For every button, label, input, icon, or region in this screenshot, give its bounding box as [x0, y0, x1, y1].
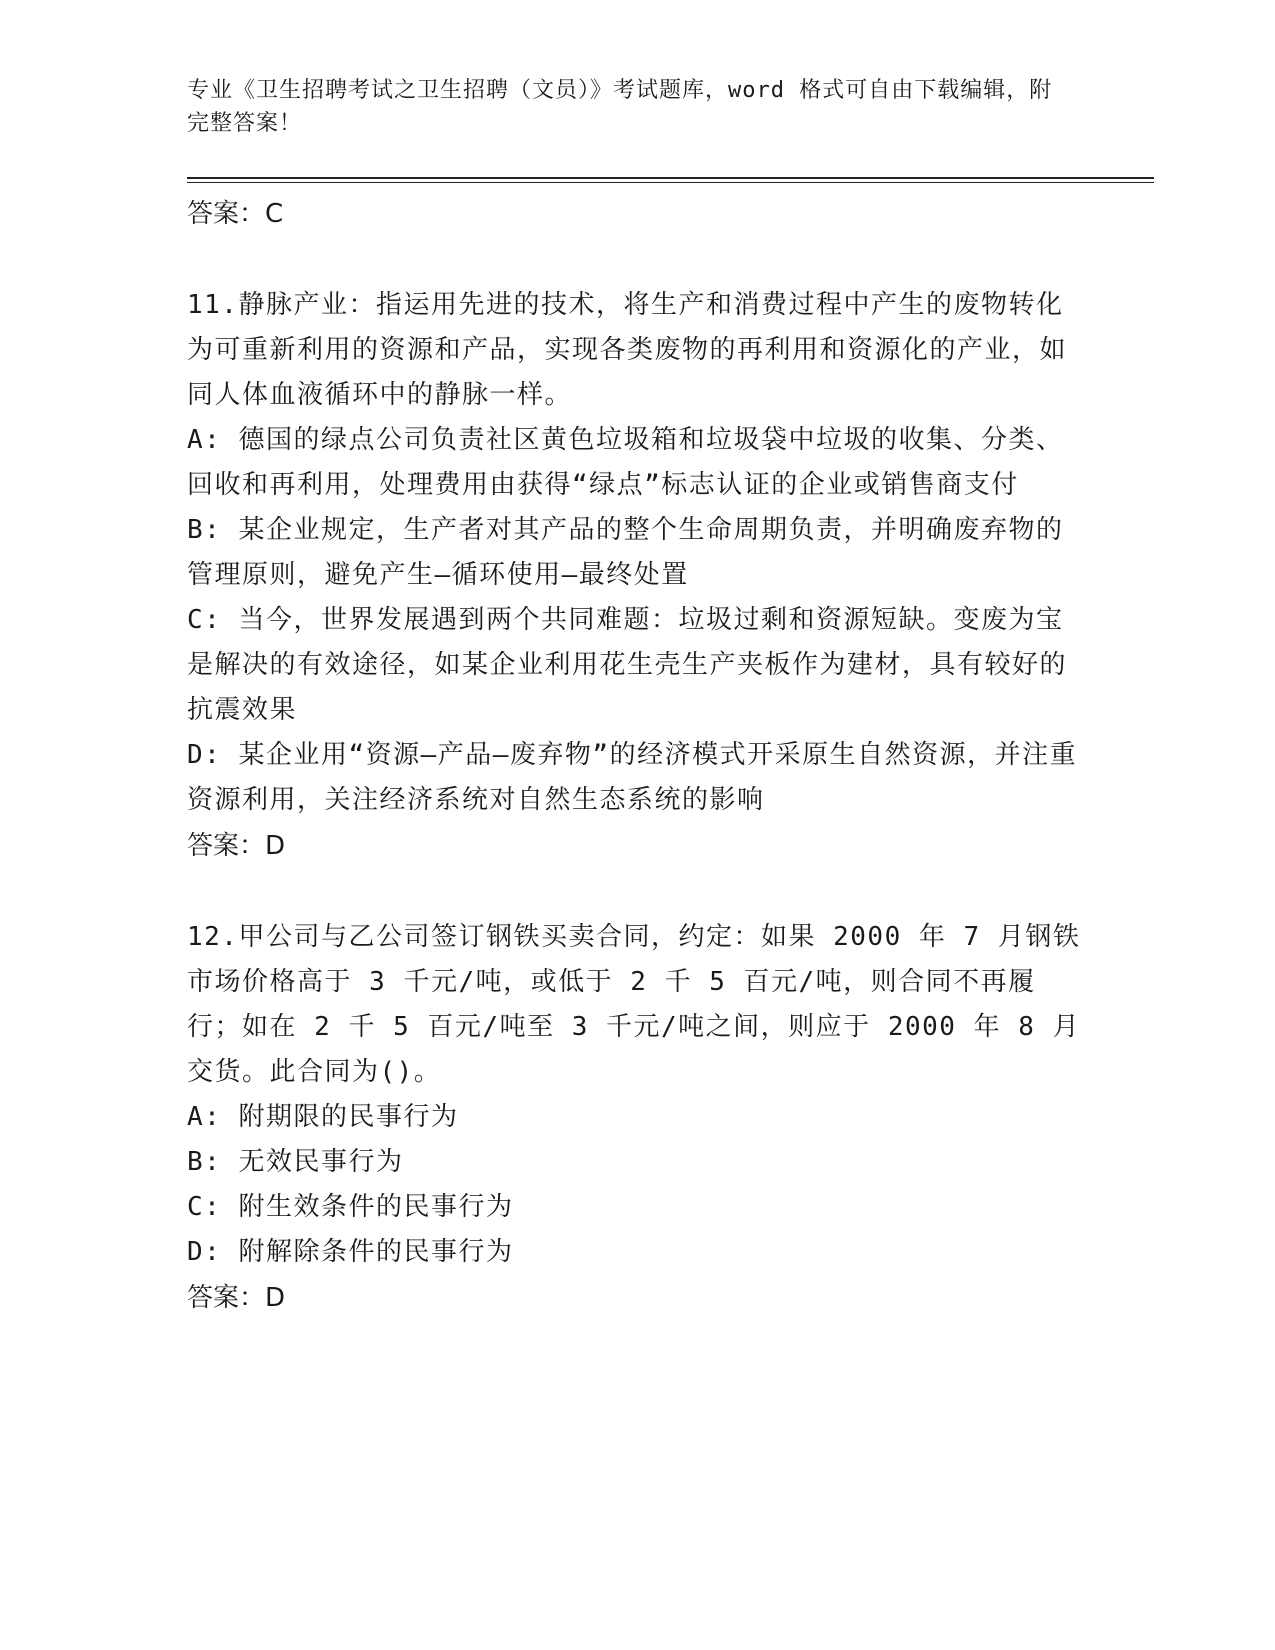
- option-c: C: 当今，世界发展遇到两个共同难题：垃圾过剩和资源短缺。变废为宝是解决的有效途径，如某企业利用花生壳生产夹板作为建材，具有较好的抗震效果: [187, 605, 1068, 725]
- question-11: [187, 283, 1087, 869]
- previous-answer: 答案：C: [187, 199, 284, 229]
- document-header: 专业《卫生招聘考试之卫生招聘（文员）》考试题库，word 格式可自由下载编辑，附完整答案！: [187, 78, 1053, 136]
- question-content: [187, 191, 1087, 1321]
- question-12: [187, 915, 1087, 1321]
- option-d: D: 某企业用“资源—产品—废弃物”的经济模式开采原生自然资源，并注重资源利用，关注经济系统对自然生态系统的影响: [187, 740, 1078, 815]
- option-d: D: 附解除条件的民事行为: [187, 1237, 514, 1267]
- answer: 答案：D: [187, 1283, 286, 1313]
- question-stem: 11.静脉产业：指运用先进的技术，将生产和消费过程中产生的废物转化为可重新利用的资源和产品，实现各类废物的再利用和资源化的产业，如同人体血液循环中的静脉一样。: [187, 290, 1068, 410]
- option-a: A: 附期限的民事行为: [187, 1102, 459, 1132]
- option-b: B: 某企业规定，生产者对其产品的整个生命周期负责，并明确废弃物的管理原则，避免产生—循环使用—最终处置: [187, 515, 1064, 590]
- header-divider-thin: [187, 182, 1154, 183]
- option-a: A: 德国的绿点公司负责社区黄色垃圾箱和垃圾袋中垃圾的收集、分类、回收和再利用，处理费用由获得“绿点”标志认证的企业或销售商支付: [187, 425, 1064, 500]
- header-divider-thick: [187, 177, 1154, 179]
- question-stem: 12.甲公司与乙公司签订钢铁买卖合同，约定：如果 2000 年 7 月钢铁市场价格高于 3 千元/吨，或低于 2 千 5 百元/吨，则合同不再履行；如在 2 千 5 百元/吨至 3 千元/吨之间，则应于 2000 年 8 月交货。此合同为()。: [187, 922, 1081, 1087]
- answer: 答案：D: [187, 831, 286, 861]
- option-b: B: 无效民事行为: [187, 1147, 404, 1177]
- option-c: C: 附生效条件的民事行为: [187, 1192, 514, 1222]
